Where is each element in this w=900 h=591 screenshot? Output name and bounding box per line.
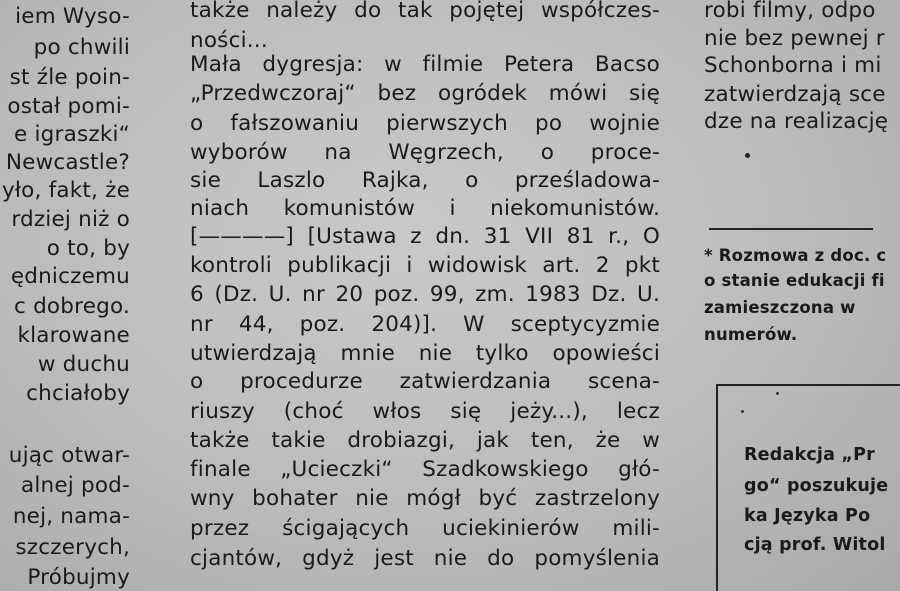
text-line: [————] [Ustawa z dn. 31 VII 81 r., O [190,224,660,249]
text-line: po chwili [33,35,130,60]
announcement-box [716,384,900,591]
text-line: klarowane [17,323,130,348]
text-line: ności... [190,28,268,53]
text-line: c dobrego. [14,294,130,319]
text-line: 6 (Dz. U. nr 20 poz. 99, zm. 1983 Dz. U. [190,282,660,307]
text-line: o procedurze zatwierdzania scena- [190,369,660,394]
text-line: niach komunistów i niekomunistów. [190,196,660,221]
text-line: zatwierdzają sce [704,82,886,107]
text-line: także takie drobiazgi, jak ten, że w [190,428,660,453]
text-line: ostał pomi- [7,94,130,119]
text-line: Próbujmy [27,565,130,590]
text-line: Mała dygresja: w filmie Petera Bacso [190,52,660,77]
text-line: yło, fakt, że [1,178,130,203]
box-line: ka Języka Po [744,506,871,526]
footnote-line: numerów. [704,325,798,344]
text-line: o fałszowaniu pierwszych po wojnie [190,111,660,136]
box-line: go“ poszukuje [744,476,889,496]
text-line: iem Wyso- [15,4,130,29]
text-line: utwierdzają mnie nie tylko opowieści [190,341,660,366]
left-column [0,0,132,591]
text-line: e igraszki“ [14,122,130,147]
footnote-divider [709,228,873,230]
print-speck [741,410,744,413]
text-line: dze na realizację [704,109,889,134]
text-line: nie bez pewnej r [704,26,885,51]
footnote-line: zamieszczona w [704,298,856,317]
text-line: wyborów na Węgrzech, o proce- [190,140,660,165]
text-line: st źle poin- [9,65,130,90]
print-speck [776,392,779,395]
text-line: Schonborna i mi [704,53,882,78]
text-line: ędniczemu [10,264,130,289]
box-line: Redakcja „Pr [744,445,875,465]
bullet-dot [745,153,750,158]
footnote-line: * Rozmowa z doc. c [704,246,887,265]
text-line: kontroli publikacji i widowisk art. 2 pkt [190,253,660,278]
text-line: przez ścigających uciekinierów mili- [190,516,660,541]
text-line: chciałoby [26,381,130,406]
text-line: finale „Ucieczki“ Szadkowskiego głó- [190,457,660,482]
text-line: ując otwar- [8,443,130,468]
text-line: „Przedwczoraj“ bez ogródek mówi się [190,81,660,106]
text-line: Newcastle? [5,150,130,175]
text-line: szczerych, [15,535,130,560]
text-line: alnej pod- [20,473,130,498]
text-line: w duchu [37,352,130,377]
text-line: rdziej niż o [11,207,130,232]
text-line: także należy do tak pojętej współczes- [190,0,660,23]
text-line: nr 44, poz. 204)]. W sceptycyzmie [190,312,660,337]
text-line: wny bohater nie mógł być zastrzelony [190,486,660,511]
box-line: cją prof. Witol [744,535,886,555]
text-line: sie Laszlo Rajka, o prześladowa- [190,168,660,193]
text-line: o to, by [46,236,130,261]
footnote-line: o stanie edukacji fi [704,271,885,290]
text-line: nej, nama- [12,504,130,529]
center-column [190,0,670,591]
text-line: robi filmy, odpo [704,0,876,23]
text-line: riuszy (choć włos się jeży...), lecz [190,399,660,424]
text-line: cjantów, gdyż jest nie do pomyślenia [190,546,660,571]
